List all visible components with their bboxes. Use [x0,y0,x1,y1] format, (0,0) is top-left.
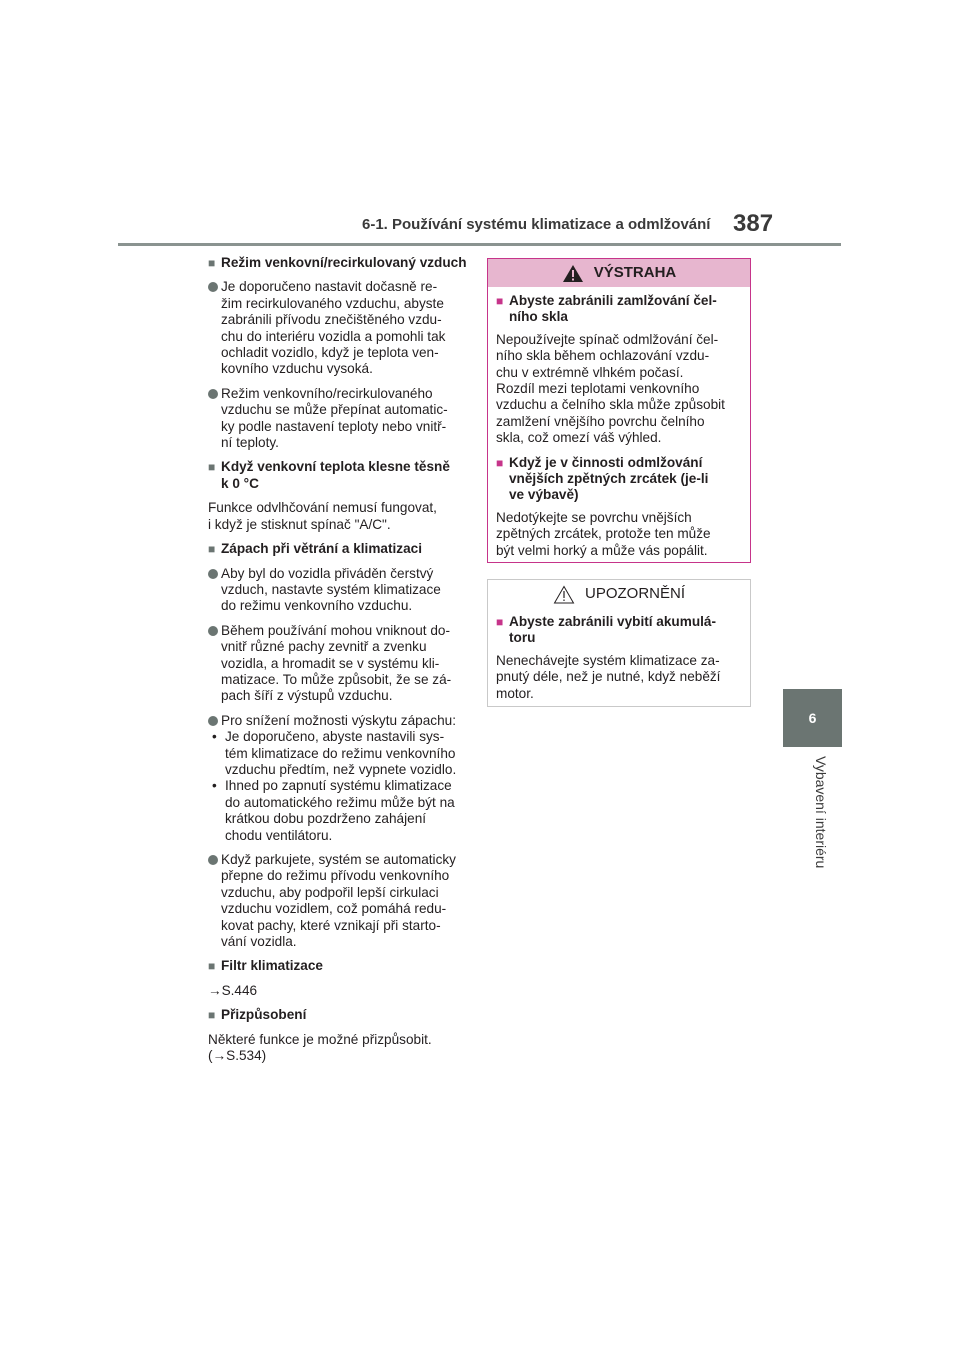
chapter-tab: 6 [783,689,842,747]
heading-text: Zápach při větrání a klimatizaci [221,541,422,557]
heading-text: Abyste zabránili vybití akumulá- toru [509,614,716,646]
heading-text: Filtr klimatizace [221,958,323,974]
square-bullet-icon: ■ [208,460,216,475]
warning-body [488,287,750,559]
warning-subheading [496,455,742,504]
sub-list-item-text: Je doporučeno, abyste nastavili sys- tém klimatizace do režimu venkovního vzduchu předtím, než vypnete vozidlo. [225,729,457,777]
round-bullet-icon [208,716,218,726]
caution-triangle-icon [553,585,575,604]
list-item-text: Pro snížení možnosti výskytu zápachu: [221,712,456,728]
round-bullet-icon [208,569,218,579]
paragraph: Některé funkce je možné přizpůsobit. (→S.534) [208,1031,432,1064]
warning-box [487,258,751,563]
square-bullet-icon: ■ [496,455,504,470]
section-title: 6-1. Používání systému klimatizace a odmlžování [362,216,711,233]
page-number: 387 [733,210,774,237]
caution-subheading [496,614,742,647]
page-reference-link[interactable]: →S.446 [208,982,258,998]
list-item [208,713,470,729]
square-bullet-icon: ■ [496,615,504,629]
square-bullet-icon: ■ [208,1008,216,1023]
list-item-text: Během používání mohou vniknout do- vnitř různé pachy zevnitř a zvenku vozidla, a hromadit se v systému kli- matizace. To může způsobit, že se zá- pach šíří z výstupů vzduchu. [221,622,452,704]
warning-subheading [496,293,742,326]
caution-box [487,579,751,707]
sub-bullet-icon: • [212,778,217,794]
section-heading [208,255,470,271]
caution-body [488,608,750,702]
list-item [208,566,470,615]
paragraph: Funkce odvlhčování nemusí fungovat, i když je stisknut spínač "A/C". [208,500,437,532]
list-item-text: Režim venkovního/recirkulovaného vzduchu se může přepínat automatic- ky podle nastavení teploty nebo vnitř- ní teploty. [221,385,448,451]
heading-text: Režim venkovní/recirkulovaný vzduch [221,255,467,270]
section-heading [208,459,470,492]
list-item [208,623,470,705]
list-item [208,852,470,950]
sub-bullet-icon: • [212,729,217,745]
sub-list-item [208,778,470,844]
section-heading [208,1007,470,1023]
square-bullet-icon: ■ [208,959,216,974]
list-item [208,386,470,452]
header-divider [118,243,841,246]
list-item-text: Když parkujete, systém se automaticky přepne do režimu přívodu venkovního vzduchu, aby podpořil lepší cirkulaci vzduchu vozidlem, což pomáhá redu- kovat pachy, které vznikají při starto- vání vozidla. [221,852,456,950]
list-item-text: Je doporučeno nastavit dočasně re- žim recirkulovaného vzduchu, abyste zabránili přívodu znečištěného vzdu- chu do interiéru vozidla a pomohli tak ochladit vozidlo, když je teplota ven- kovního vzduchu vysoká. [221,279,446,377]
square-bullet-icon: ■ [208,542,216,557]
warning-header [488,259,750,287]
paragraph: Nedotýkejte se povrchu vnějších zpětných zrcátek, protože ten může být velmi horký a může vás popálit. [496,509,711,558]
heading-text: Abyste zabránili zamlžování čel- ního skla [509,293,717,325]
sub-list-item [208,729,470,778]
caution-header [488,580,750,608]
section-heading [208,958,470,974]
caution-title: UPOZORNĚNÍ [584,584,685,602]
round-bullet-icon [208,389,218,399]
heading-text: Přizpůsobení [221,1007,307,1023]
sub-list-item-text: Ihned po zapnutí systému klimatizace do automatického režimu může být na krátkou dobu pozdrženo zahájení chodu ventilátoru. [225,778,455,843]
square-bullet-icon: ■ [496,294,504,308]
warning-title: VÝSTRAHA [593,263,677,281]
paragraph: Nepoužívejte spínač odmlžování čel- ního skla během ochlazování vzdu- chu v extrémně vlhkém počasí. Rozdíl mezi teplotami venkovního vzduchu a čelního skla může způsobit zamlžení vnějšího povrchu čelního skla, což omezí váš výhled. [496,331,725,446]
round-bullet-icon [208,282,218,292]
square-bullet-icon: ■ [208,256,216,270]
main-column [208,255,470,1072]
chapter-label: Vybavení interiéru [813,756,829,869]
heading-text: Když je v činnosti odmlžování vnějších zpětných zrcátek (je-li ve výbavě) [509,454,709,503]
heading-text: Když venkovní teplota klesne těsně k 0 °C [221,459,450,491]
list-item [208,279,470,377]
round-bullet-icon [208,855,218,865]
section-heading [208,541,470,557]
paragraph: Nenechávejte systém klimatizace za- pnutý déle, než je nutné, když neběží motor. [496,652,721,701]
warning-triangle-icon [562,264,584,283]
round-bullet-icon [208,626,218,636]
list-item-text: Aby byl do vozidla přiváděn čerstvý vzduch, nastavte systém klimatizace do režimu venkovního vzduchu. [221,565,441,614]
